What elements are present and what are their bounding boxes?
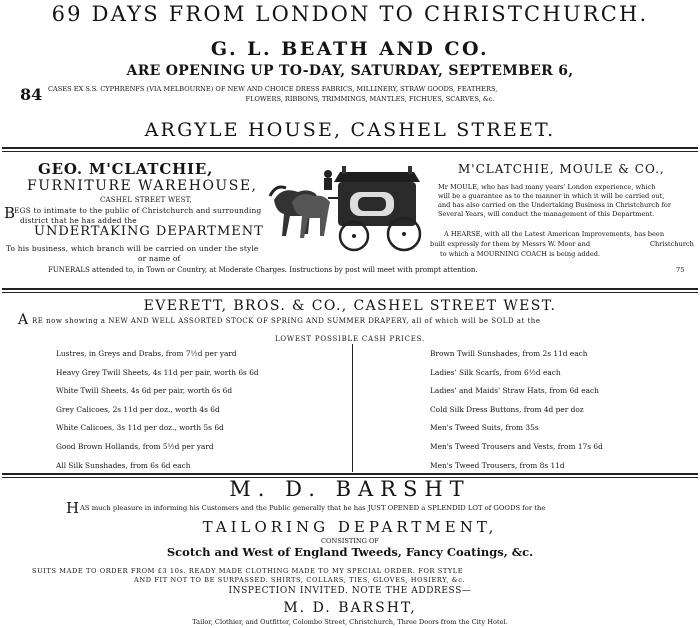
- funerals-line: FUNERALS attended to, in Town or Country, at Moderate Charges. Instructions by post will meet with prompt attention.: [48, 266, 478, 274]
- barsht-intro: AS much pleasure in informing his Customers and the Public generally that he has JUST OPENED a SPLENDID LOT of GOODS for the: [80, 504, 546, 512]
- hearse-line-2b: Christchurch: [650, 240, 694, 248]
- reference-number: 75: [676, 266, 685, 274]
- begs-line-1: EGS to intimate to the public of Christchurch and surrounding: [14, 206, 262, 215]
- hearse-line-1: A HEARSE, with all the Latest American Improvements, has been: [444, 230, 665, 238]
- everett-intro: RE now showing a NEW AND WELL ASSORTED STOCK OF SPRING AND SUMMER DRAPERY, all of which will be SOLD at the: [32, 317, 541, 325]
- inspection-line: INSPECTION INVITED. NOTE THE ADDRESS—: [228, 586, 472, 596]
- hearse-line-3: to which a MOURNING COACH is being added.: [440, 250, 601, 258]
- moule-line-2: will be a guarantee as to the manner in which it will be carried out,: [438, 192, 665, 200]
- price-list-item: Men's Tweed Trousers, from 8s 11d: [430, 460, 565, 470]
- cases-line-2: FLOWERS, RIBBONS, TRIMMINGS, MANTLES, FICHUES, SCARVES, &c.: [245, 95, 495, 103]
- divider-top: [2, 147, 698, 152]
- case-count: 84: [20, 85, 43, 104]
- branch-line-1: To his business, which branch will be carried on under the style: [6, 244, 259, 253]
- price-list-item: Ladies' Silk Scarfs, from 6½d each: [430, 367, 561, 377]
- firm-name-beath: G. L. BEATH AND CO.: [210, 38, 490, 60]
- mclatchie-name: GEO. M'CLATCHIE,: [38, 160, 214, 178]
- hearse-illustration: [268, 164, 448, 254]
- moule-line-3: and has also carried on the Undertaking Business in Christchurch for: [438, 201, 672, 209]
- tailoring-department: TAILORING DEPARTMENT,: [202, 518, 498, 536]
- begs-line-2: district that he has added the: [20, 216, 137, 225]
- suits-line-1: SUITS MADE TO ORDER FROM £3 10s. READY MADE CLOTHING MADE TO MY SPECIAL ORDER. FOR STYLE: [32, 567, 464, 575]
- mclatchie-moule-firm: M'CLATCHIE, MOULE & CO.,: [458, 162, 665, 176]
- street-address: CASHEL STREET WEST,: [100, 196, 192, 204]
- everett-initial: A: [18, 312, 29, 328]
- goods-line: Scotch and West of England Tweeds, Fancy Coatings, &c.: [166, 545, 534, 559]
- price-list-item: Ladies' and Maids' Straw Hats, from 6d each: [430, 386, 599, 396]
- barsht-name: M. D. BARSHT: [229, 477, 471, 501]
- price-list-item: Men's Tweed Suits, from 35s: [430, 423, 539, 433]
- price-list-item: Men's Tweed Trousers and Vests, from 17s 6d: [430, 442, 603, 451]
- everett-prices: LOWEST POSSIBLE CASH PRICES.: [274, 335, 426, 343]
- price-list-item: Heavy Grey Twill Sheets, 4s 11d per pair, worth 6s 6d: [56, 367, 259, 377]
- everett-title: EVERETT, BROS. & CO., CASHEL STREET WEST.: [143, 298, 557, 314]
- barsht-name-2: M. D. BARSHT,: [283, 600, 417, 616]
- table-divider: [352, 344, 353, 472]
- price-list-item: Brown Twill Sunshades, from 2s 11d each: [430, 349, 588, 358]
- furniture-warehouse: FURNITURE WAREHOUSE,: [27, 178, 258, 194]
- price-list-item: Grey Calicoes, 2s 11d per doz., worth 4s 6d: [56, 404, 220, 414]
- price-list-item: Cold Silk Dress Buttons, from 4d per doz: [430, 404, 584, 414]
- cases-line-1: CASES EX S.S. CYPHRENFS (VIA MELBOURNE) OF NEW AND CHOICE DRESS FABRICS, MILLINERY, STRAW GOODS, FEATHERS,: [48, 85, 498, 93]
- opening-line: ARE OPENING UP TO-DAY, SATURDAY, SEPTEMBER 6,: [126, 63, 574, 79]
- moule-line-4: Several Years, will conduct the management of this Department.: [438, 210, 655, 218]
- price-list-item: Lustres, in Greys and Drabs, from 7½d per yard: [56, 349, 237, 358]
- suits-line-2: AND FIT NOT TO BE SURPASSED. SHIRTS, COLLARS, TIES, GLOVES, HOSIERY, &c.: [134, 576, 466, 584]
- price-list-item: All Silk Sunshades, from 6s 6d each: [56, 460, 191, 470]
- barsht-address: Tailor, Clothier, and Outfitter, Colombo Street, Christchurch, Three Doors from the City Hotel.: [192, 618, 508, 626]
- price-list-item: White Calicoes, 3s 11d per doz., worth 5s 6d: [56, 423, 224, 433]
- barsht-initial: H: [66, 499, 80, 517]
- moule-line-1: Mr MOULE, who has had many years' London experience, which: [438, 183, 656, 191]
- argyle-house: ARGYLE HOUSE, CASHEL STREET.: [144, 119, 556, 141]
- price-list-item: White Twill Sheets, 4s 6d per pair, worth 6s 6d: [56, 386, 233, 396]
- hearse-line-2a: built expressly for them by Messrs W. Moor and: [430, 240, 591, 248]
- begs-initial: B: [4, 204, 16, 222]
- undertaking-department: UNDERTAKING DEPARTMENT: [34, 224, 264, 239]
- headline: 69 DAYS FROM LONDON TO CHRISTCHURCH.: [51, 2, 649, 26]
- consisting-of: CONSISTING OF: [321, 537, 379, 545]
- divider-middle: [2, 288, 698, 293]
- branch-line-2: or name of: [138, 254, 181, 263]
- price-list-item: Good Brown Hollands, from 5½d per yard: [56, 442, 214, 451]
